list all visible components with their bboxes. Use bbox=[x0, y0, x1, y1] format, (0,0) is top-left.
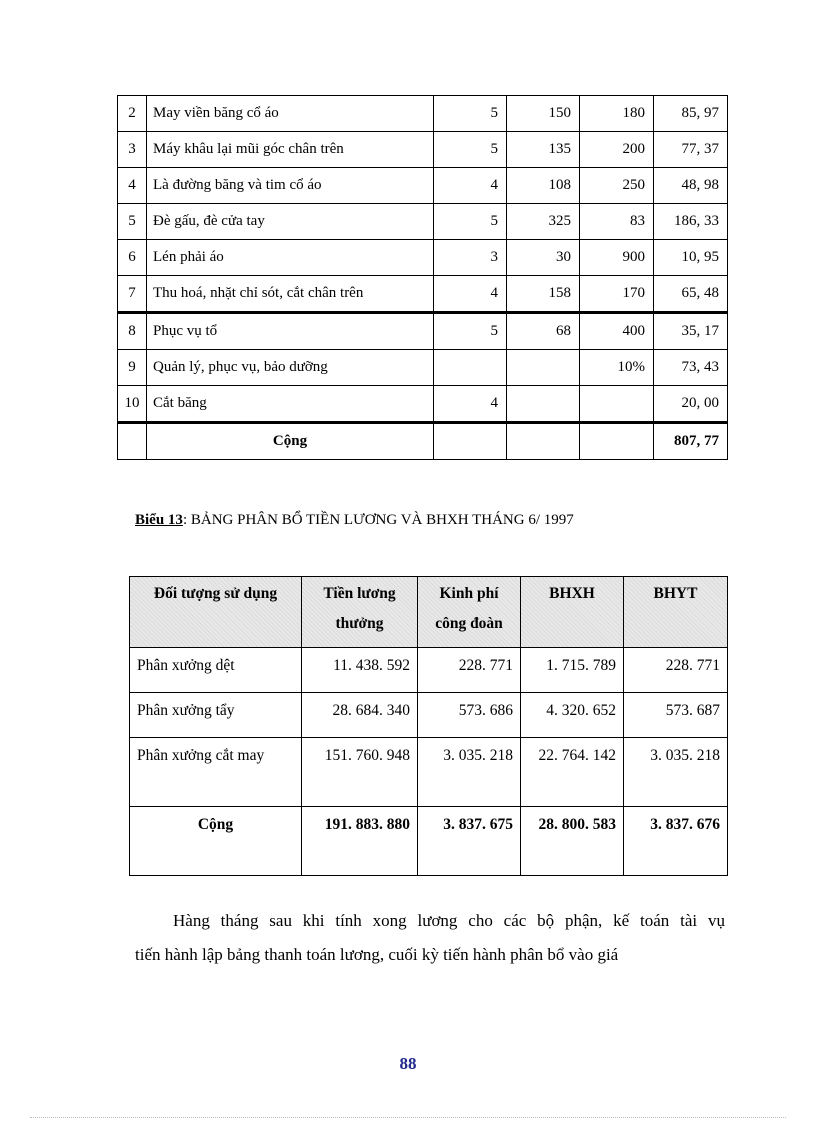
table-cell bbox=[507, 350, 580, 386]
table-cell: 4 bbox=[118, 168, 147, 204]
table-cell: Là đường băng và tim cổ áo bbox=[147, 168, 434, 204]
footer-divider bbox=[30, 1117, 786, 1118]
table-row bbox=[118, 168, 728, 204]
table-cell: 7 bbox=[118, 276, 147, 313]
section-title bbox=[135, 512, 574, 529]
table-row bbox=[118, 313, 728, 350]
table-cell bbox=[434, 423, 507, 460]
section-title-text: : BẢNG PHÂN BỔ TIỀN LƯƠNG VÀ BHXH THÁNG 6/ 1997 bbox=[182, 512, 574, 528]
table-cell bbox=[434, 350, 507, 386]
table-cell: 20, 00 bbox=[654, 386, 728, 423]
table-cell: 135 bbox=[507, 132, 580, 168]
table-cell: 150 bbox=[507, 96, 580, 132]
table-cell: 77, 37 bbox=[654, 132, 728, 168]
total-value: 807, 77 bbox=[654, 423, 728, 460]
header-cell: Kinh phí công đoàn bbox=[418, 577, 521, 648]
table-cell: Phân xưởng tẩy bbox=[130, 693, 302, 738]
table-cell: 200 bbox=[580, 132, 654, 168]
table-cell: 22. 764. 142 bbox=[521, 738, 624, 807]
table-cell: 191. 883. 880 bbox=[302, 807, 418, 876]
table-cell: 5 bbox=[434, 96, 507, 132]
table-cell: 48, 98 bbox=[654, 168, 728, 204]
table-cell: 68 bbox=[507, 313, 580, 350]
table-cell: 8 bbox=[118, 313, 147, 350]
table-cell: 4 bbox=[434, 168, 507, 204]
table-row bbox=[130, 693, 728, 738]
table-cell: 573. 686 bbox=[418, 693, 521, 738]
table-cell: 11. 438. 592 bbox=[302, 648, 418, 693]
table-cell: 228. 771 bbox=[624, 648, 728, 693]
header-cell: BHXH bbox=[521, 577, 624, 648]
table-row bbox=[118, 276, 728, 313]
table-cell: 3. 035. 218 bbox=[418, 738, 521, 807]
table-cell: 186, 33 bbox=[654, 204, 728, 240]
table-cell: 3. 837. 675 bbox=[418, 807, 521, 876]
table-cell: Thu hoá, nhặt chỉ sót, cắt chân trên bbox=[147, 276, 434, 313]
table-row bbox=[118, 96, 728, 132]
table-cell: 9 bbox=[118, 350, 147, 386]
table-cell: 325 bbox=[507, 204, 580, 240]
table-cell: Lén phải áo bbox=[147, 240, 434, 276]
header-cell: Đối tượng sử dụng bbox=[130, 577, 302, 648]
table-row bbox=[118, 204, 728, 240]
table-cell: 108 bbox=[507, 168, 580, 204]
table-row bbox=[118, 350, 728, 386]
table-cell: 5 bbox=[434, 132, 507, 168]
table-cell: 151. 760. 948 bbox=[302, 738, 418, 807]
table-row bbox=[130, 648, 728, 693]
table-cell bbox=[580, 386, 654, 423]
table-row bbox=[130, 738, 728, 807]
table-cell: 3 bbox=[118, 132, 147, 168]
table-cell: Đè gấu, đè cửa tay bbox=[147, 204, 434, 240]
table-row bbox=[118, 386, 728, 423]
table-cell bbox=[580, 423, 654, 460]
table-cell bbox=[507, 423, 580, 460]
salary-allocation-table bbox=[129, 576, 728, 876]
table-cell: 4 bbox=[434, 276, 507, 313]
table-cell: Phân xưởng cắt may bbox=[130, 738, 302, 807]
table-cell bbox=[507, 386, 580, 423]
table-cell: Cắt băng bbox=[147, 386, 434, 423]
table-cell: 228. 771 bbox=[418, 648, 521, 693]
table-cell: 250 bbox=[580, 168, 654, 204]
table-cell bbox=[118, 423, 147, 460]
total-row bbox=[118, 423, 728, 460]
table-cell: 400 bbox=[580, 313, 654, 350]
table-cell: 6 bbox=[118, 240, 147, 276]
table-cell: 180 bbox=[580, 96, 654, 132]
table-cell: 3. 035. 218 bbox=[624, 738, 728, 807]
table-cell: Máy khâu lại mũi góc chân trên bbox=[147, 132, 434, 168]
table-cell: 35, 17 bbox=[654, 313, 728, 350]
paragraph-line: Hàng tháng sau khi tính xong lương cho các bộ phận, kế toán tài vụ bbox=[173, 911, 725, 930]
header-cell: BHYT bbox=[624, 577, 728, 648]
paragraph-line: tiến hành lập bảng thanh toán lương, cuối kỳ tiến hành phân bổ vào giá bbox=[135, 945, 619, 964]
table-cell: 158 bbox=[507, 276, 580, 313]
table-cell: 73, 43 bbox=[654, 350, 728, 386]
table-row bbox=[118, 132, 728, 168]
total-row bbox=[130, 807, 728, 876]
page-number: 88 bbox=[399, 1054, 417, 1073]
table-cell: Phân xưởng dệt bbox=[130, 648, 302, 693]
table-cell: 65, 48 bbox=[654, 276, 728, 313]
table-cell: 573. 687 bbox=[624, 693, 728, 738]
table-cell: 900 bbox=[580, 240, 654, 276]
table-header-row bbox=[130, 577, 728, 648]
table-row bbox=[118, 240, 728, 276]
table-cell: 3 bbox=[434, 240, 507, 276]
body-paragraph bbox=[135, 904, 725, 972]
table-cell: 170 bbox=[580, 276, 654, 313]
allocation-detail-table bbox=[117, 95, 728, 460]
table-cell: 5 bbox=[118, 204, 147, 240]
table-cell: 30 bbox=[507, 240, 580, 276]
table-cell: Quản lý, phục vụ, bảo dưỡng bbox=[147, 350, 434, 386]
header-cell: Tiền lương thưởng bbox=[302, 577, 418, 648]
table-cell: 85, 97 bbox=[654, 96, 728, 132]
table-cell: Phục vụ tổ bbox=[147, 313, 434, 350]
table-cell: 2 bbox=[118, 96, 147, 132]
table-cell: 4. 320. 652 bbox=[521, 693, 624, 738]
total-label: Cộng bbox=[130, 807, 302, 876]
table-cell: May viền băng cổ áo bbox=[147, 96, 434, 132]
section-label: Biểu 13 bbox=[135, 512, 183, 528]
table-cell: 28. 684. 340 bbox=[302, 693, 418, 738]
table-cell: 4 bbox=[434, 386, 507, 423]
table-cell: 1. 715. 789 bbox=[521, 648, 624, 693]
table-cell: 10 bbox=[118, 386, 147, 423]
table-cell: 10, 95 bbox=[654, 240, 728, 276]
table-cell: 3. 837. 676 bbox=[624, 807, 728, 876]
table-cell: 5 bbox=[434, 204, 507, 240]
table-cell: 10% bbox=[580, 350, 654, 386]
total-label: Cộng bbox=[147, 423, 434, 460]
table-cell: 5 bbox=[434, 313, 507, 350]
table-cell: 83 bbox=[580, 204, 654, 240]
table-cell: 28. 800. 583 bbox=[521, 807, 624, 876]
